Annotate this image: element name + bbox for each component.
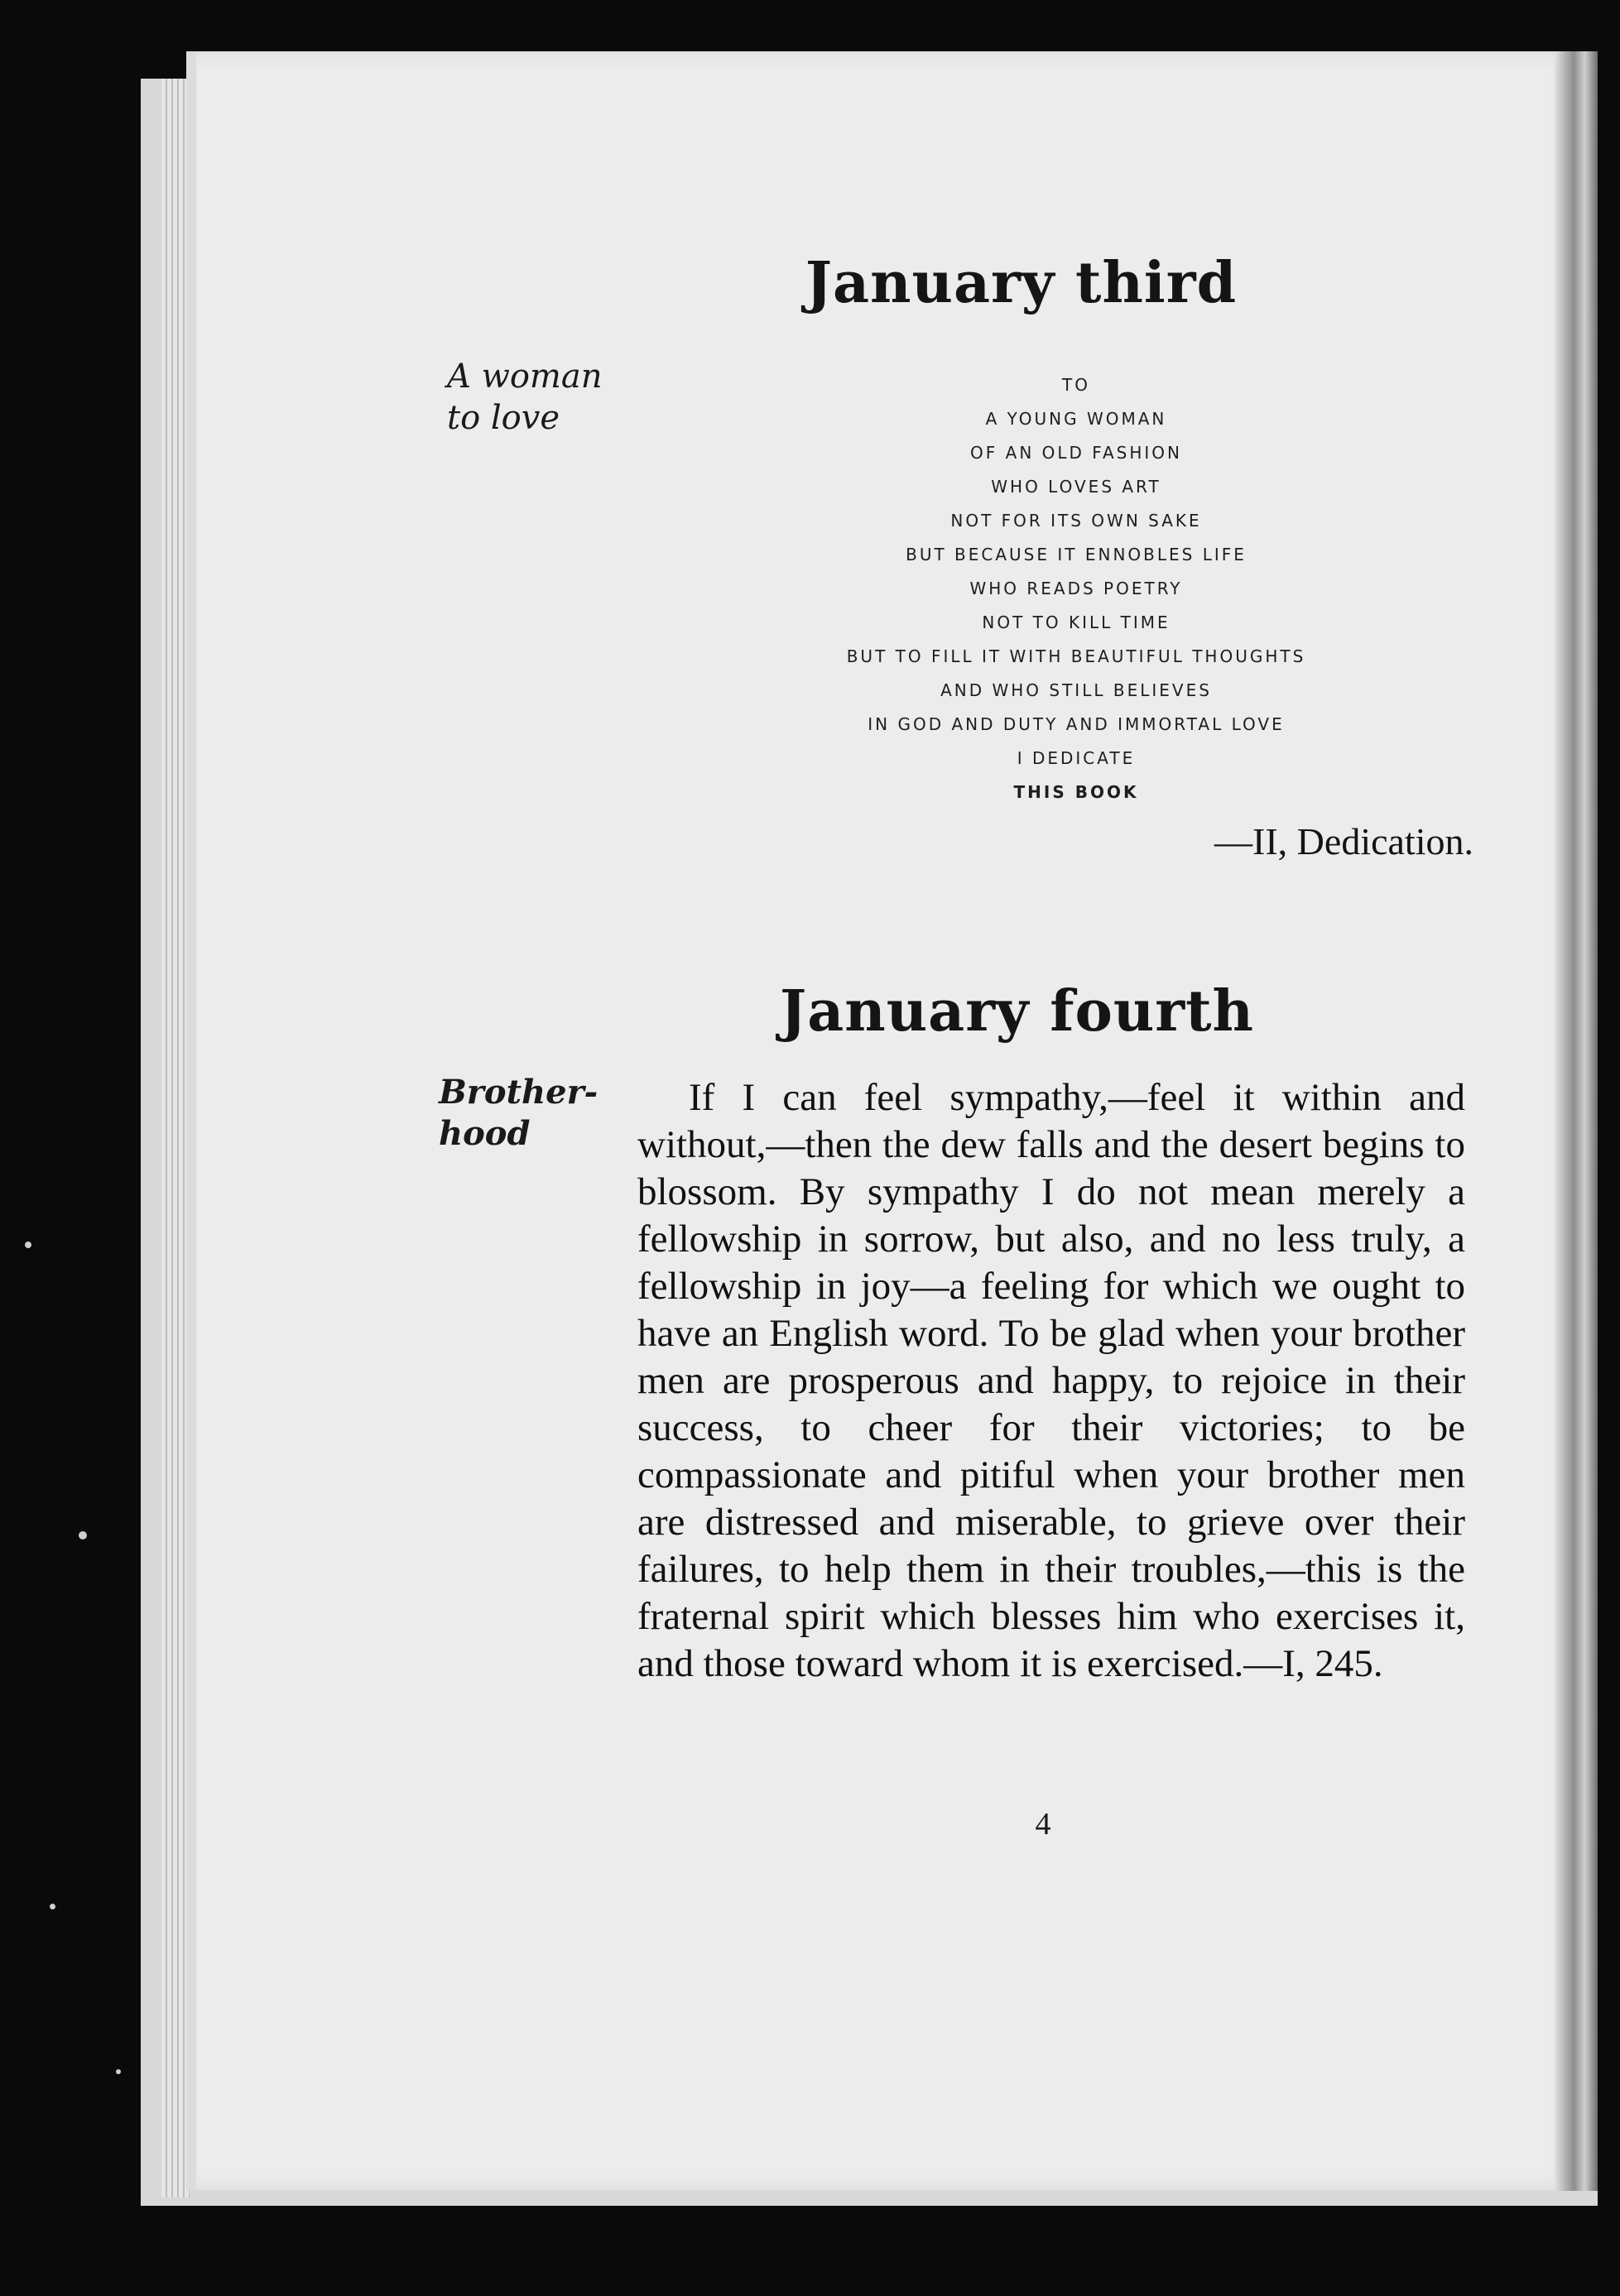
scan-speck — [79, 1531, 87, 1539]
scan-speck — [116, 2069, 121, 2074]
dedication-line: BUT TO FILL IT WITH BEAUTIFUL THOUGHTS — [846, 646, 1306, 666]
margin-note-woman-to-love: A woman to love — [447, 358, 603, 437]
page-stack-edges — [161, 79, 190, 2198]
margin-note-brotherhood: Brother-hood — [439, 1073, 598, 1153]
dedication-line: WHO LOVES ART — [991, 477, 1161, 497]
dedication-line: A YOUNG WOMAN — [985, 409, 1167, 429]
dedication-line: TO — [1062, 375, 1090, 395]
entry-paragraph: If I can feel sympathy,—feel it within and without,—then the dew falls and the desert begins to blossom. By sympathy I do not mean merely a fellowship in sorrow, but also, and no less truly, a fellowship in joy—a feeling for which we ought to have an English word. To be glad when your brother men are prosperous and happy, to rejoice in their success, to cheer for their victories; to be compassionate and pitiful when your brother men are distressed and miserable, to grieve over their failures, to help them in their troubles,—this is the fraternal spirit which blesses him who exercises it, and those toward whom it is exercised.—I, 245. — [637, 1076, 1465, 1685]
dedication-line: NOT FOR ITS OWN SAKE — [950, 511, 1202, 531]
dedication-line: IN GOD AND DUTY AND IMMORTAL LOVE — [868, 714, 1285, 734]
dedication-line: NOT TO KILL TIME — [982, 612, 1171, 632]
entry-body — [637, 1074, 1465, 1688]
dedication-line: AND WHO STILL BELIEVES — [940, 680, 1212, 700]
dedication-citation: —II, Dedication. — [1214, 820, 1473, 862]
dedication-line: THIS BOOK — [1013, 782, 1139, 802]
entry-heading-january-fourth: January fourth — [780, 978, 1254, 1045]
entry-heading-january-third: January third — [805, 250, 1238, 316]
page-right-shadow — [1555, 51, 1598, 2191]
dedication-line: BUT BECAUSE IT ENNOBLES LIFE — [906, 545, 1247, 564]
page-number: 4 — [1035, 1807, 1051, 1842]
scan-speck — [50, 1904, 55, 1909]
dedication-line: I DEDICATE — [1017, 748, 1136, 768]
scan-speck — [25, 1242, 31, 1248]
dedication-block — [762, 368, 1391, 809]
dedication-line: OF AN OLD FASHION — [970, 443, 1182, 463]
dedication-line: WHO READS POETRY — [969, 579, 1183, 598]
